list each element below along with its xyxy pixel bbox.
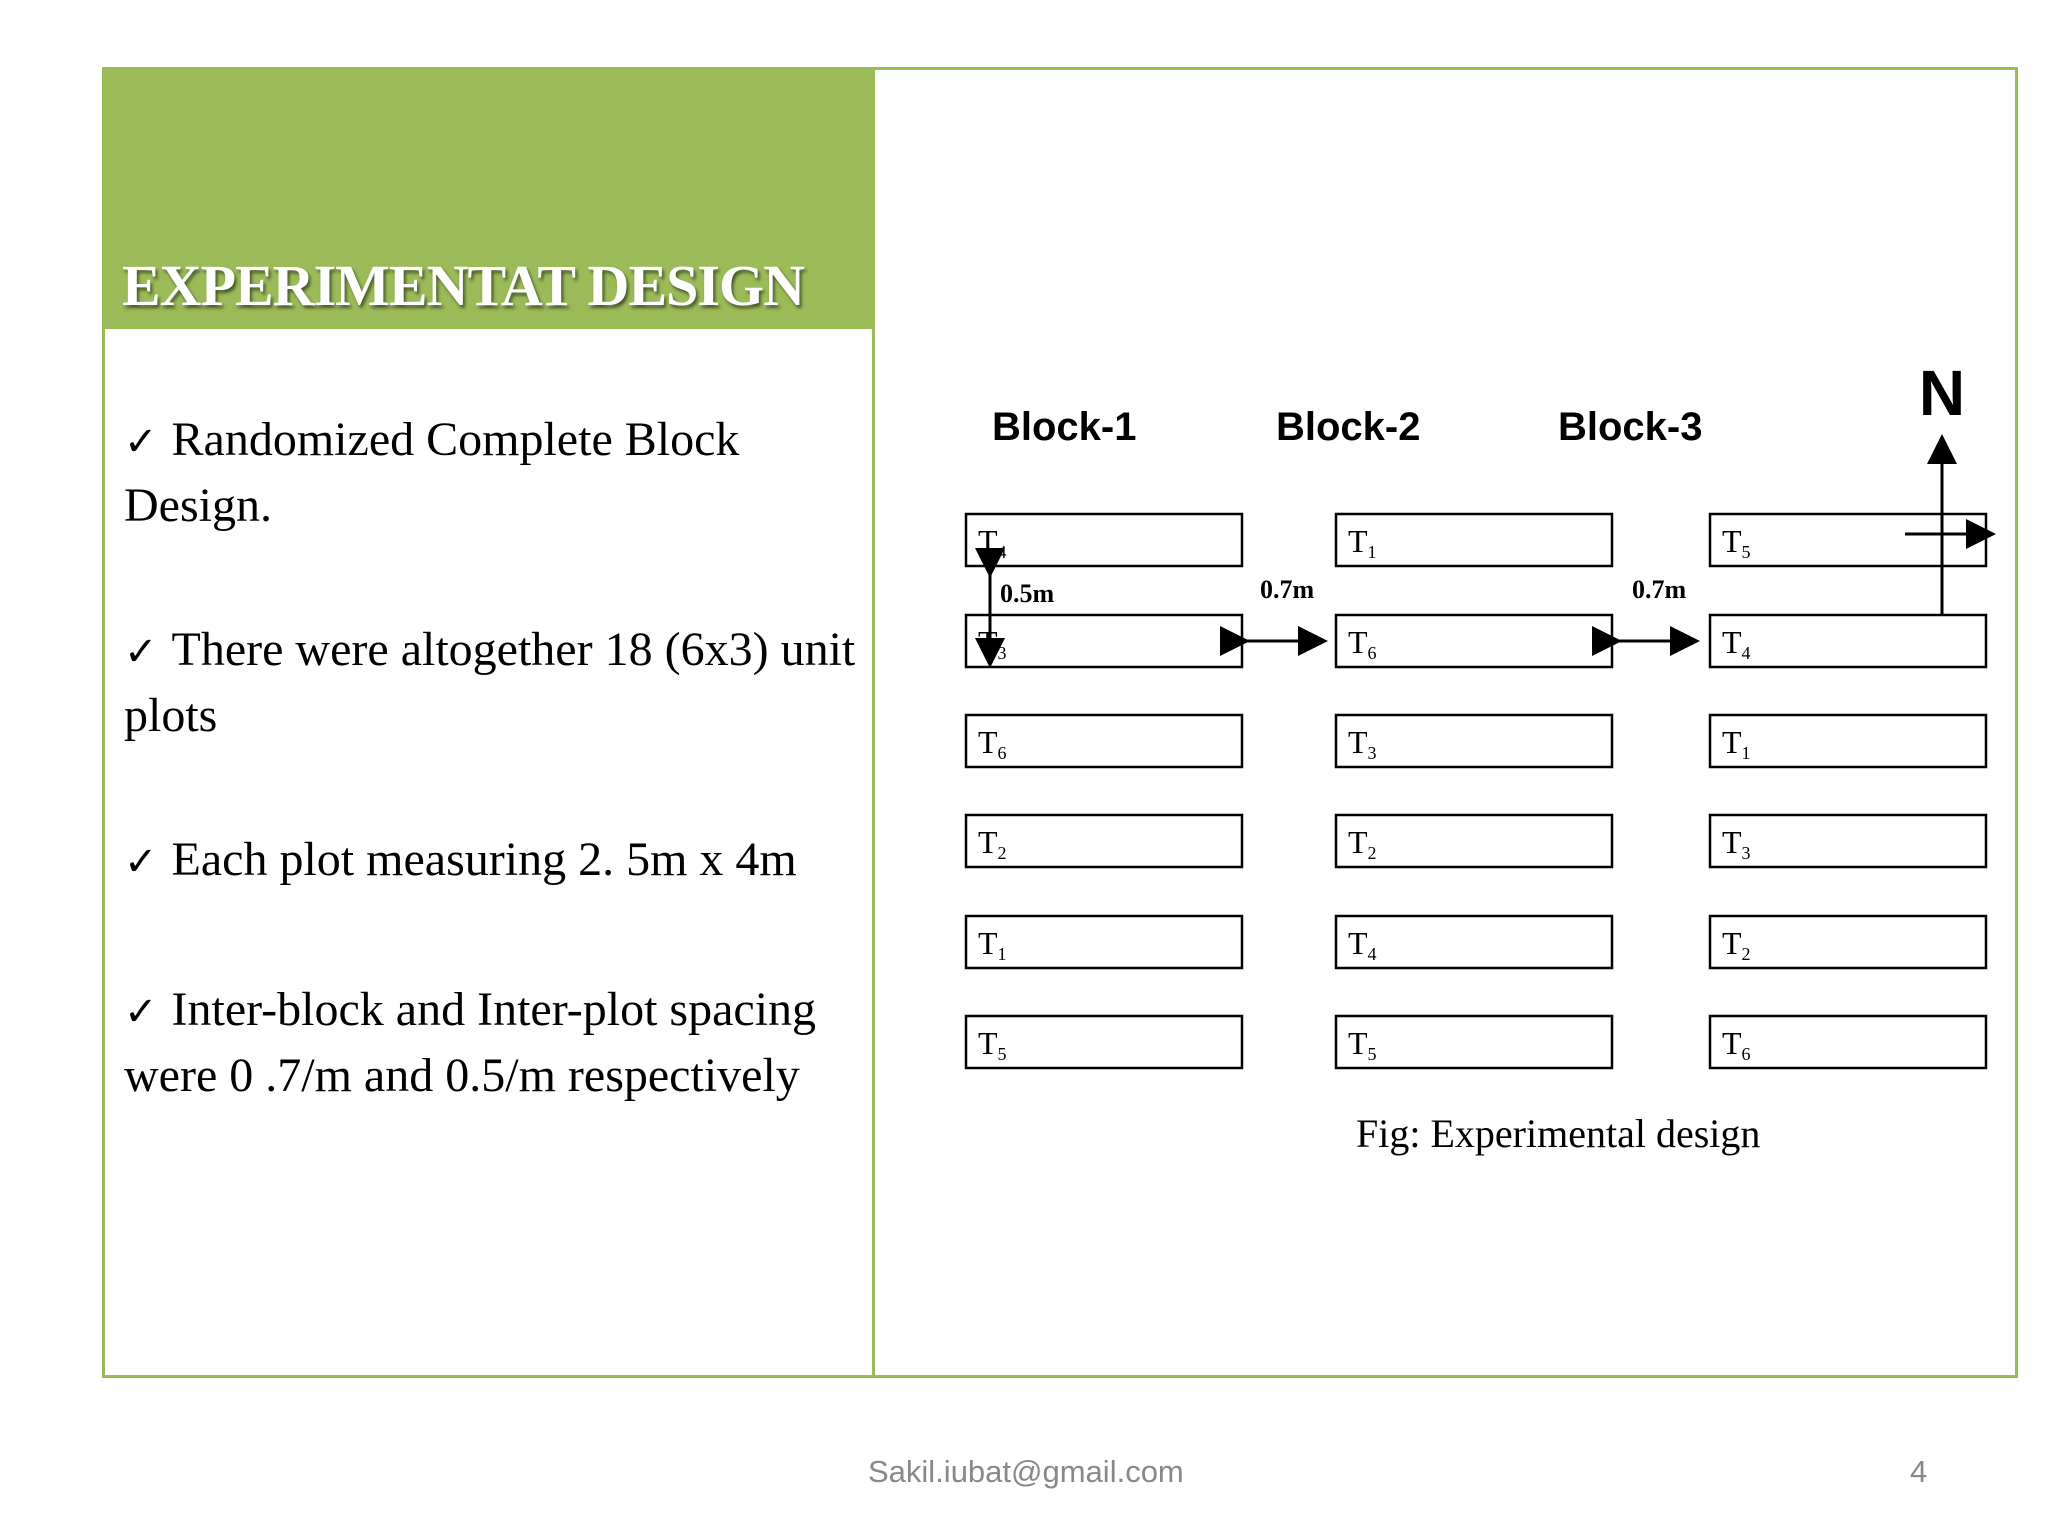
north-arrow xyxy=(1905,357,1990,615)
bullet-item: ✓ Inter-block and Inter-plot spacing were 0 .7/m and 0.5/m respectively xyxy=(124,983,817,1102)
block-label: Block-2 xyxy=(1276,405,1421,449)
plot-box xyxy=(966,815,1242,867)
plot-box xyxy=(1336,1016,1612,1068)
plot-cell xyxy=(1336,1016,1612,1068)
plot-cell xyxy=(1710,1016,1986,1068)
figure-caption: Fig: Experimental design xyxy=(1356,1111,1761,1156)
plot-label: T2 xyxy=(1722,925,1751,964)
plot-label: T6 xyxy=(1722,1025,1751,1064)
check-icon: ✓ xyxy=(124,629,158,675)
footer-email: Sakil.iubat@gmail.com xyxy=(868,1454,1184,1489)
plot-box xyxy=(1336,615,1612,667)
plot-box xyxy=(966,916,1242,968)
plot-label: T1 xyxy=(978,925,1007,964)
inter-block-spacing-label-1: 0.7m xyxy=(1260,575,1315,604)
north-label: N xyxy=(1918,357,1966,429)
plot-label: T3 xyxy=(978,624,1007,663)
plot-box xyxy=(966,715,1242,767)
plot-cell xyxy=(1710,715,1986,767)
check-icon: ✓ xyxy=(124,419,158,465)
plot-label: T5 xyxy=(978,1025,1007,1064)
block-label: Block-1 xyxy=(992,405,1137,449)
plot-box xyxy=(1336,815,1612,867)
plot-box xyxy=(1710,715,1986,767)
plot-cell xyxy=(966,916,1242,968)
plot-cell xyxy=(1710,615,1986,667)
plot-box xyxy=(1710,514,1986,566)
check-icon: ✓ xyxy=(124,989,158,1035)
block-label: Block-3 xyxy=(1558,405,1703,449)
plot-cell xyxy=(1336,615,1612,667)
inter-block-spacing-label-2: 0.7m xyxy=(1632,575,1687,604)
plot-box xyxy=(1336,715,1612,767)
plot-box xyxy=(1710,815,1986,867)
plot-cell xyxy=(1336,514,1612,566)
blocks-layer xyxy=(966,405,1986,1068)
plot-label: T3 xyxy=(1348,724,1377,763)
plot-cell xyxy=(1710,514,1986,566)
plot-label: T3 xyxy=(1722,824,1751,863)
plot-label: T6 xyxy=(978,724,1007,763)
bullet-item: ✓ Randomized Complete Block Design. xyxy=(124,413,740,532)
plot-cell xyxy=(966,815,1242,867)
plot-label: T1 xyxy=(1722,724,1751,763)
inter-plot-spacing-label: 0.5m xyxy=(1000,579,1055,608)
slide-title: EXPERIMENTAT DESIGN xyxy=(122,253,804,318)
plot-box xyxy=(966,1016,1242,1068)
plot-box xyxy=(1710,916,1986,968)
plot-cell xyxy=(966,1016,1242,1068)
plot-box xyxy=(1336,916,1612,968)
plot-cell xyxy=(1336,815,1612,867)
plot-label: T4 xyxy=(1722,624,1751,663)
experimental-design-diagram xyxy=(940,340,2000,1100)
page-number: 4 xyxy=(1910,1454,1928,1489)
bullet-item: ✓ Each plot measuring 2. 5m x 4m xyxy=(124,833,797,886)
plot-label: T1 xyxy=(1348,523,1377,562)
plot-box xyxy=(1710,615,1986,667)
plot-cell xyxy=(966,514,1242,566)
bullet-item: ✓ There were altogether 18 (6x3) unit plots xyxy=(124,623,856,742)
plot-label: T5 xyxy=(1348,1025,1377,1064)
plot-label: T6 xyxy=(1348,624,1377,663)
plot-label: T5 xyxy=(1722,523,1751,562)
plot-cell xyxy=(966,715,1242,767)
plot-label: T2 xyxy=(978,824,1007,863)
plot-label: T2 xyxy=(1348,824,1377,863)
plot-label: T4 xyxy=(978,523,1007,562)
plot-cell xyxy=(1710,815,1986,867)
plot-label: T4 xyxy=(1348,925,1377,964)
plot-box xyxy=(1710,1016,1986,1068)
plot-cell xyxy=(1710,916,1986,968)
plot-box xyxy=(966,514,1242,566)
plot-cell xyxy=(1336,916,1612,968)
plot-cell xyxy=(966,615,1242,667)
plot-cell xyxy=(1336,715,1612,767)
plot-box xyxy=(1336,514,1612,566)
column-divider xyxy=(872,67,875,1378)
plot-box xyxy=(966,615,1242,667)
check-icon: ✓ xyxy=(124,839,158,885)
